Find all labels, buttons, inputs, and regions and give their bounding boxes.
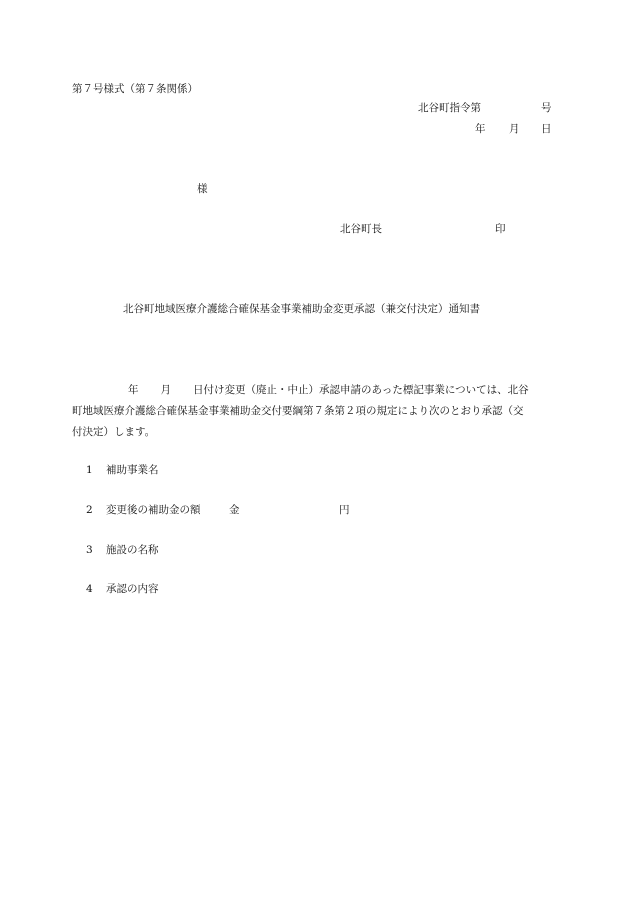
body-line-1 xyxy=(72,380,558,401)
date-day-label: 日 xyxy=(541,123,552,135)
list-item xyxy=(86,463,159,477)
body-year-label: 年 xyxy=(128,384,139,396)
item-label-approval-content: 承認の内容 xyxy=(106,583,159,595)
item-number: 4 xyxy=(86,583,93,595)
recipient-honorific: 様 xyxy=(197,183,208,195)
body-line-2: 町地域医療介護総合確保基金事業補助金交付要綱第７条第２項の規定により次のとおり承認（交 xyxy=(72,405,524,417)
body-paragraph xyxy=(72,380,558,443)
seal-mark: 印 xyxy=(495,223,506,235)
item-label-facility-name: 施設の名称 xyxy=(106,544,159,556)
item-number: 2 xyxy=(86,504,93,516)
list-item xyxy=(86,582,159,596)
amount-label: 金 xyxy=(229,504,240,516)
body-month-label: 月 xyxy=(160,384,171,396)
body-line-1-text: 日付け変更（廃止・中止）承認申請のあった標記事業については、北谷 xyxy=(193,384,529,396)
amount-unit: 円 xyxy=(339,504,350,516)
item-number: 1 xyxy=(86,464,93,476)
form-label: 第７号様式（第７条関係） xyxy=(72,83,198,95)
date-year-label: 年 xyxy=(475,123,486,135)
item-label-subsidy-amount: 変更後の補助金の額 xyxy=(106,504,201,516)
sender-title: 北谷町長 xyxy=(340,223,382,235)
list-item xyxy=(86,543,159,557)
item-number: 3 xyxy=(86,544,93,556)
list-item xyxy=(86,503,201,517)
document-title: 北谷町地域医療介護総合確保基金事業補助金変更承認（兼交付決定）通知書 xyxy=(123,303,480,315)
document-number-suffix: 号 xyxy=(541,102,552,114)
item-label-project-name: 補助事業名 xyxy=(106,464,159,476)
date-month-label: 月 xyxy=(509,123,520,135)
document-number-prefix: 北谷町指令第 xyxy=(418,102,481,114)
body-line-3: 付決定）します。 xyxy=(72,426,156,438)
